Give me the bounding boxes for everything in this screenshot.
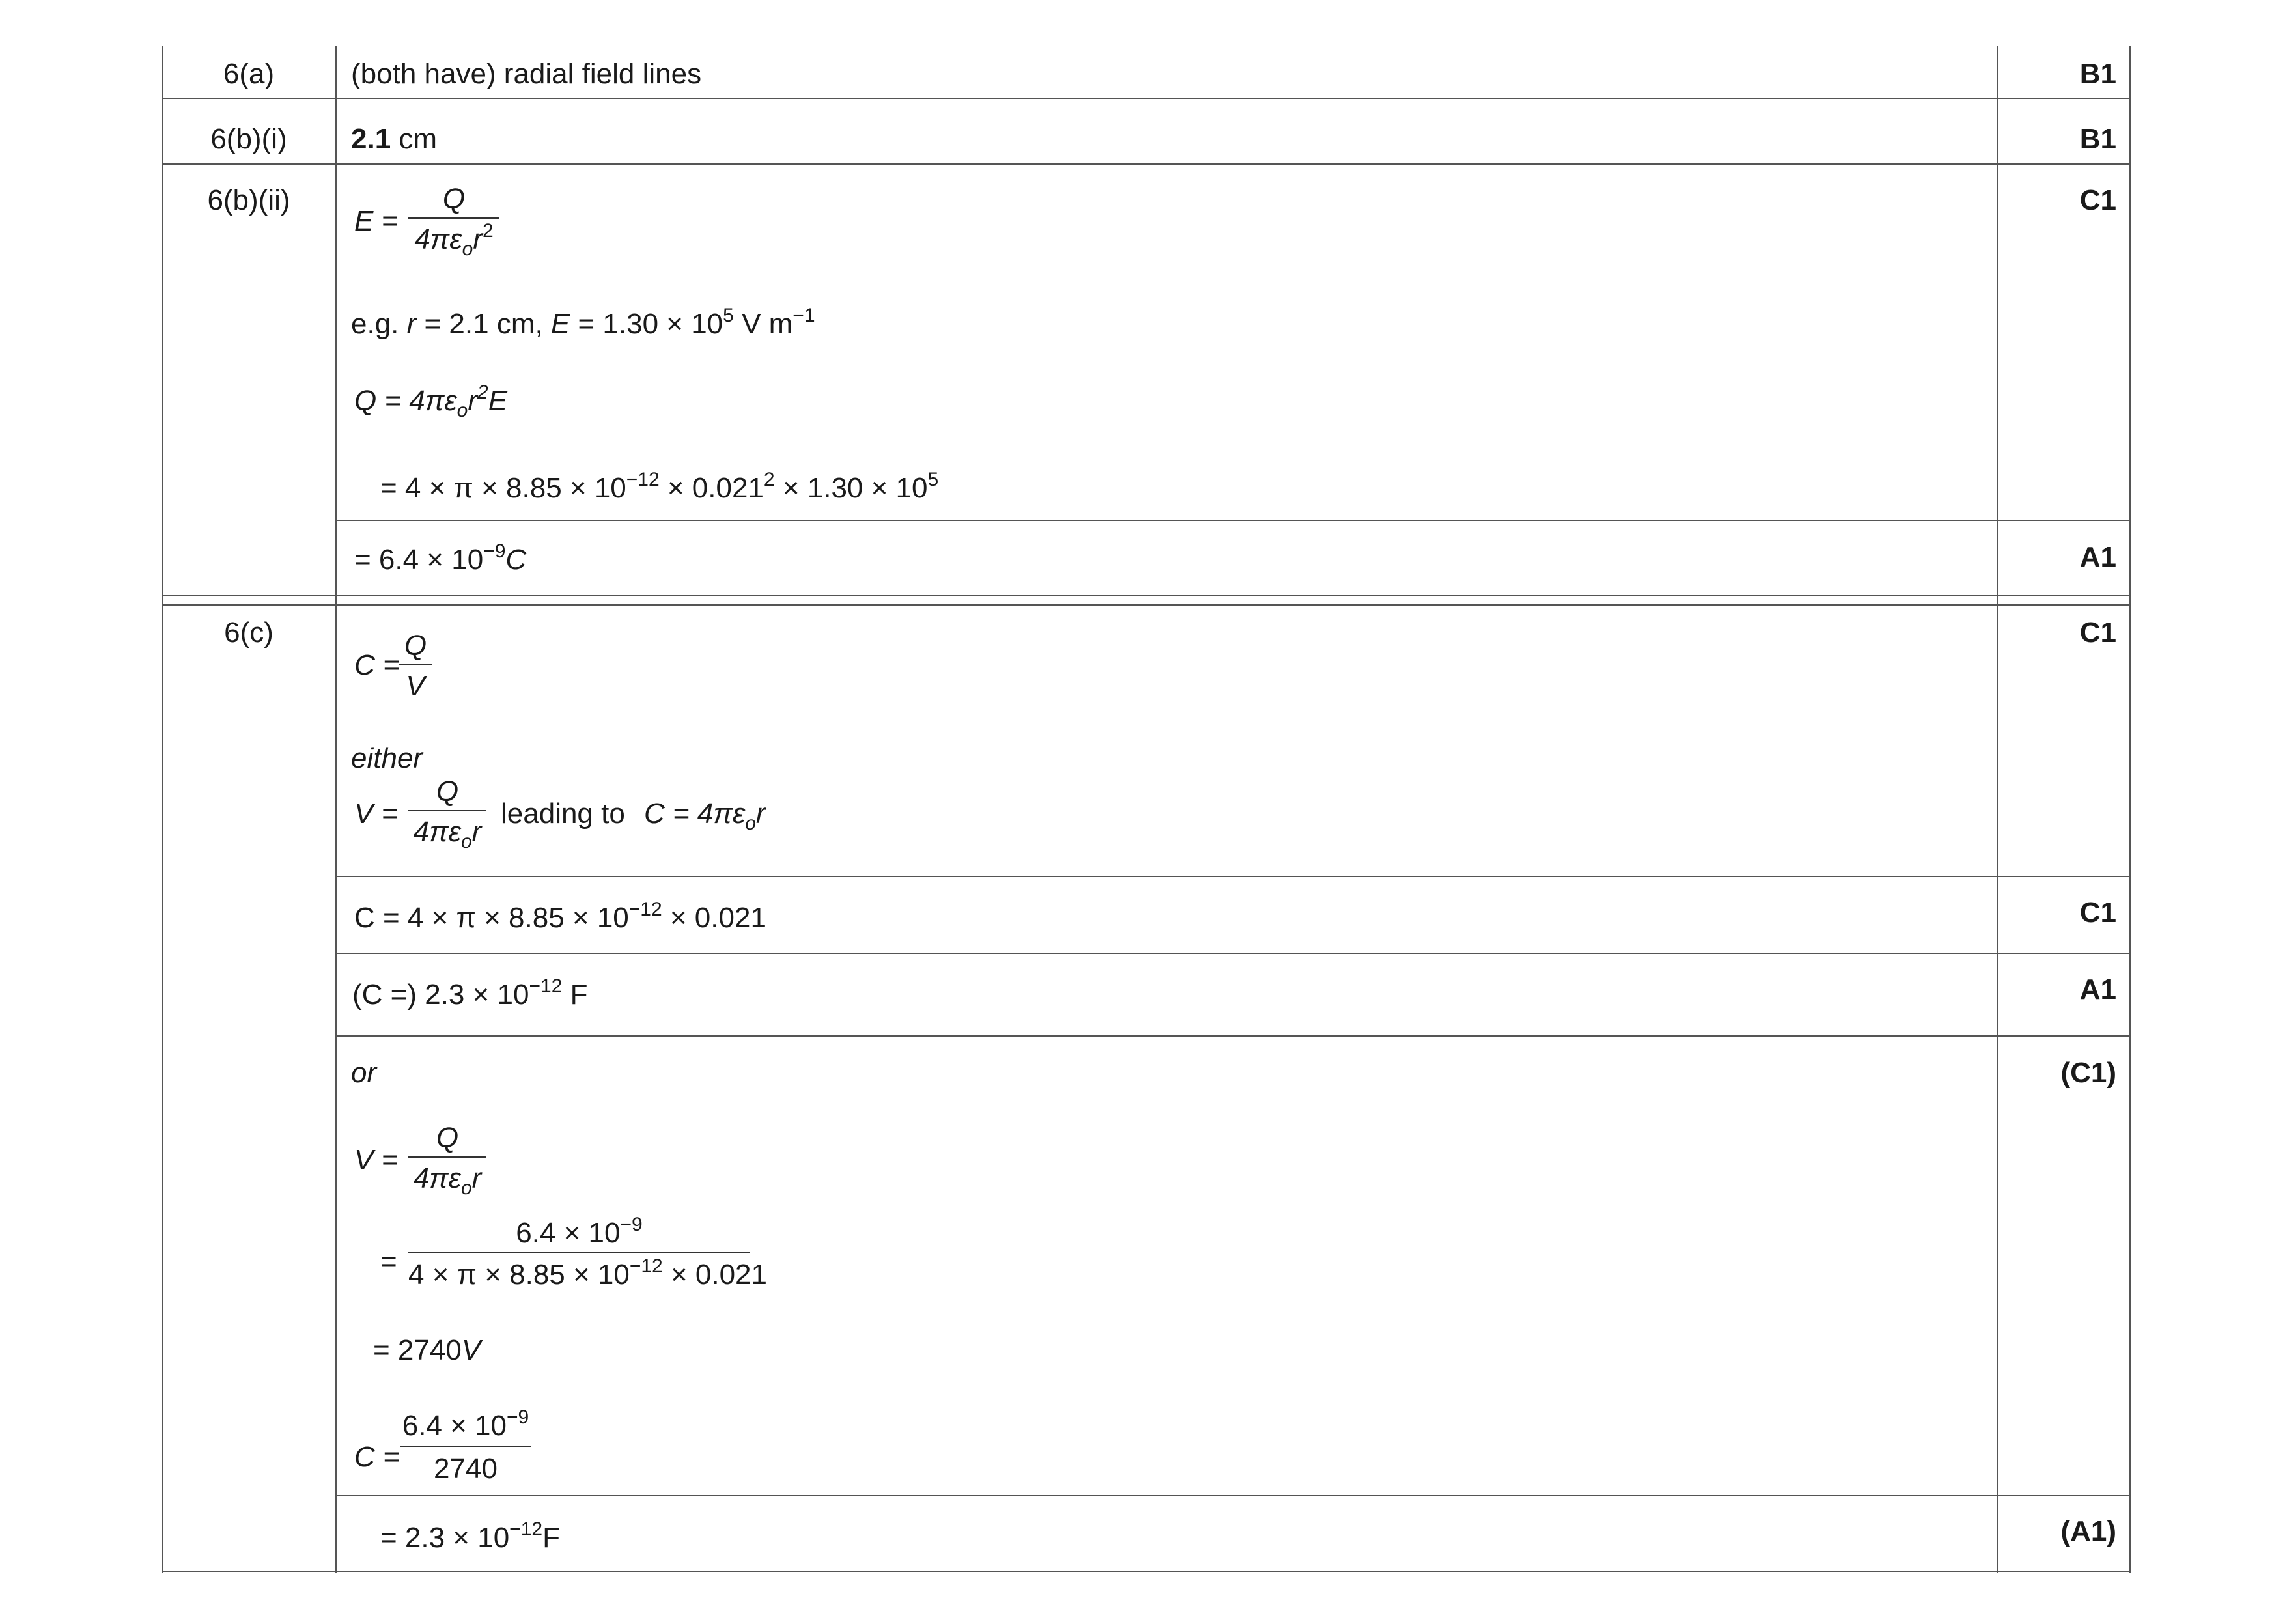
- table-right-border: [2129, 46, 2131, 1573]
- fraction-bar: [408, 217, 499, 219]
- numerator: $6.4 \times 10^{-9}$: [516, 1214, 643, 1249]
- answer-text: (both have) radial field lines: [351, 58, 702, 90]
- sub-row-divider: [335, 1495, 2131, 1496]
- mark-label: B1: [2079, 58, 2116, 90]
- method-label: or: [351, 1057, 377, 1089]
- fraction: [408, 1122, 486, 1199]
- final-result: = $2.3 \times 10^{-12}F$: [380, 1519, 560, 1554]
- denominator: 2740: [434, 1453, 498, 1485]
- mark-scheme-table: [162, 46, 2131, 1573]
- answer-unit: cm: [399, 123, 438, 155]
- equation-lhs: V =: [354, 798, 399, 830]
- mark-label: C1: [2079, 897, 2116, 929]
- result: = 2740V: [373, 1334, 481, 1366]
- denominator: $4\pi\varepsilon_or^2$: [414, 220, 494, 260]
- numerator: Q: [404, 630, 427, 662]
- fraction: [408, 183, 499, 260]
- substitution: = $4 \times \pi \times 8.85 \times 10^{-12} \times 0.021^2 \times 1.30 \times 10^5$: [380, 469, 939, 504]
- mark-label: (C1): [2060, 1057, 2116, 1089]
- fraction: [408, 776, 486, 852]
- fraction-bar: [400, 1446, 531, 1447]
- fraction: [408, 1214, 767, 1291]
- question-number: 6(b)(ii): [207, 184, 290, 216]
- numerator: $6.4 \times 10^{-9}$: [402, 1407, 529, 1442]
- equation-lhs: C =: [354, 1441, 400, 1473]
- mark-label: A1: [2079, 973, 2116, 1005]
- numerator: Q: [442, 183, 466, 215]
- denominator: $4\pi\varepsilon_or$: [413, 816, 482, 852]
- mark-label: C1: [2079, 617, 2116, 649]
- question-number: 6(b)(i): [210, 123, 287, 155]
- question-column-divider: [335, 46, 337, 1573]
- row-divider: [162, 98, 2131, 99]
- leading-to-text: leading to: [501, 798, 625, 830]
- denominator: $4\pi\varepsilon_or$: [413, 1162, 482, 1199]
- equation: $C = 4\pi\varepsilon_or$: [644, 798, 766, 834]
- answer-value: 2.1: [351, 123, 391, 155]
- sub-row-divider: [335, 520, 2131, 521]
- fraction-bar: [408, 1156, 486, 1158]
- fraction: [400, 1407, 531, 1485]
- result: (C =) $2.3 \times 10^{-12}$ F: [352, 975, 588, 1011]
- numerator: Q: [436, 776, 459, 807]
- table-left-border: [162, 46, 163, 1573]
- numerator: Q: [436, 1122, 459, 1154]
- equation: $Q = 4\pi\varepsilon_or^2E$: [354, 382, 508, 421]
- mark-label: (A1): [2060, 1515, 2116, 1547]
- sub-row-divider: [335, 953, 2131, 954]
- equation-lhs: V =: [354, 1144, 399, 1176]
- denominator: V: [406, 670, 425, 702]
- question-number: 6(c): [224, 617, 273, 649]
- result: = $6.4 \times 10^{-9}C$: [354, 540, 527, 576]
- fraction-bar: [408, 1252, 750, 1253]
- mark-column-divider: [1997, 46, 1998, 1573]
- fraction: [399, 632, 432, 703]
- page-break-line: [162, 604, 2131, 606]
- answer-text: [351, 125, 437, 154]
- equation-lhs: E =: [354, 205, 399, 237]
- question-number: 6(a): [223, 58, 275, 90]
- row-divider: [162, 163, 2131, 165]
- fraction-bar: [408, 810, 486, 811]
- mark-label: A1: [2079, 541, 2116, 573]
- mark-label: B1: [2079, 123, 2116, 155]
- example-values: e.g. r = 2.1 cm, $E = 1.30 \times 10^5$ V $m^{-1}$: [351, 305, 815, 340]
- equals-sign: =: [380, 1246, 397, 1278]
- fraction-bar: [399, 664, 432, 665]
- table-bottom-border: [162, 1571, 2131, 1572]
- sub-row-divider: [335, 1035, 2131, 1037]
- mark-label: C1: [2079, 184, 2116, 216]
- method-label: either: [351, 742, 423, 774]
- substitution: $C = 4 \times \pi \times 8.85 \times 10^{-12} \times 0.021$: [354, 899, 766, 934]
- equation-lhs: C =: [354, 649, 400, 681]
- denominator: $4 \times \pi \times 8.85 \times 10^{-12} \times 0.021$: [408, 1255, 767, 1291]
- page-break-line: [162, 595, 2131, 596]
- sub-row-divider: [335, 876, 2131, 877]
